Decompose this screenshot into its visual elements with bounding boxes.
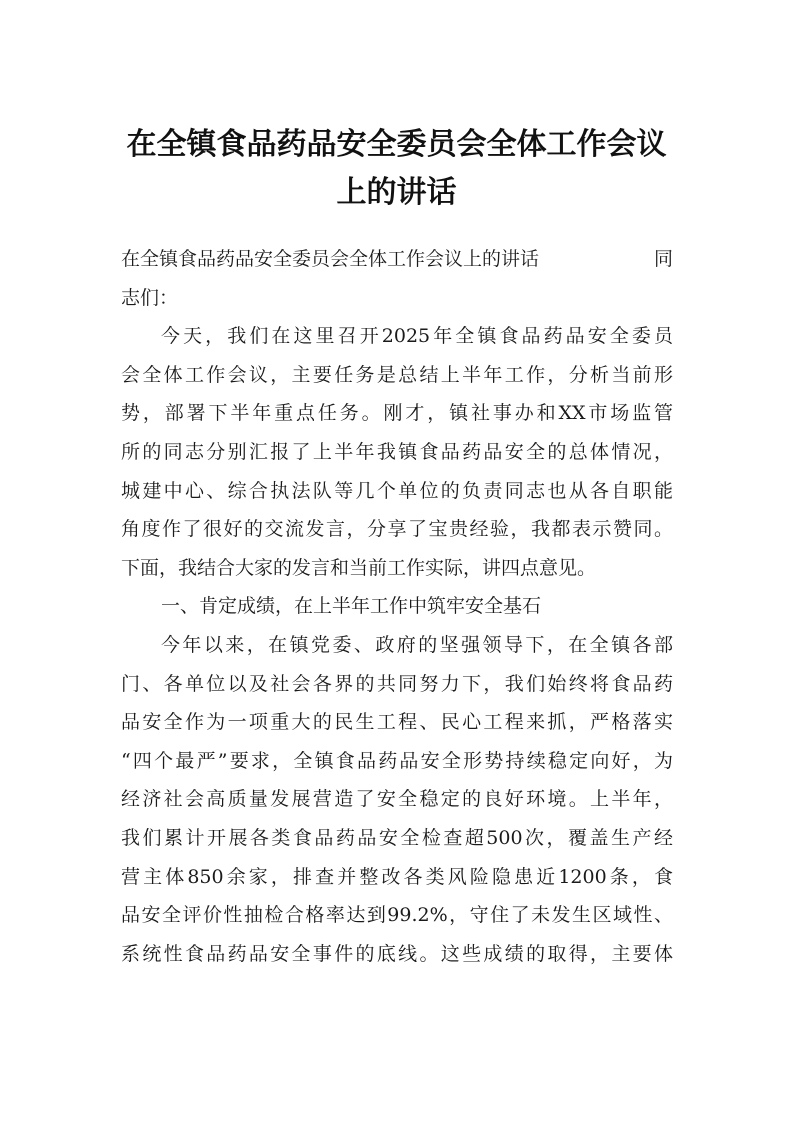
paragraph-line: 品安全评价性抽检合格率达到99.2%，守住了未发生区域性、 bbox=[121, 904, 673, 927]
intro-line bbox=[121, 240, 673, 279]
section-heading-1: 一、肯定成绩，在上半年工作中筑牢安全基石 bbox=[161, 595, 542, 618]
paragraph-line: 会全体工作会议，主要任务是总结上半年工作，分析当前形 bbox=[121, 363, 673, 386]
paragraph-1 bbox=[121, 317, 673, 587]
paragraph-line: 下面，我结合大家的发言和当前工作实际，讲四点意见。 bbox=[121, 556, 597, 579]
paragraph-line: 所的同志分别汇报了上半年我镇食品药品安全的总体情况， bbox=[121, 440, 673, 463]
paragraph-line: 门、各单位以及社会各界的共同努力下，我们始终将食品药 bbox=[121, 672, 673, 695]
document-body bbox=[121, 240, 673, 973]
paragraph-line: 城建中心、综合执法队等几个单位的负责同志也从各自职能 bbox=[121, 479, 673, 502]
paragraph-line: “四个最严”要求，全镇食品药品安全形势持续稳定向好，为 bbox=[121, 749, 673, 772]
paragraph-line: 我们累计开展各类食品药品安全检查超500次，覆盖生产经 bbox=[121, 826, 673, 849]
paragraph-line: 系统性食品药品安全事件的底线。这些成绩的取得，主要体 bbox=[121, 942, 673, 965]
paragraph-line: 经济社会高质量发展营造了安全稳定的良好环境。上半年， bbox=[121, 788, 673, 811]
paragraph-line: 今年以来，在镇党委、政府的坚强领导下，在全镇各部 bbox=[161, 633, 673, 656]
paragraph-line: 今天，我们在这里召开2025年全镇食品药品安全委员 bbox=[161, 325, 673, 348]
intro-repeat-title: 在全镇食品药品安全委员会全体工作会议上的讲话 bbox=[121, 248, 540, 270]
document-title-line-1: 在全镇食品药品安全委员会全体工作会议 bbox=[126, 127, 667, 162]
salutation-end: 志们： bbox=[121, 286, 179, 309]
paragraph-line: 营主体850余家，排查并整改各类风险隐患近1200条，食 bbox=[121, 865, 673, 888]
paragraph-line: 角度作了很好的交流发言，分享了宝贵经验，我都表示赞同。 bbox=[121, 518, 673, 541]
paragraph-line: 势，部署下半年重点任务。刚才，镇社事办和XX市场监管 bbox=[121, 402, 673, 425]
paragraph-line: 品安全作为一项重大的民生工程、民心工程来抓，严格落实 bbox=[121, 711, 673, 734]
paragraph-2 bbox=[121, 626, 673, 973]
salutation-start: 同 bbox=[653, 248, 673, 270]
document-title-line-2: 上的讲话 bbox=[336, 175, 457, 210]
